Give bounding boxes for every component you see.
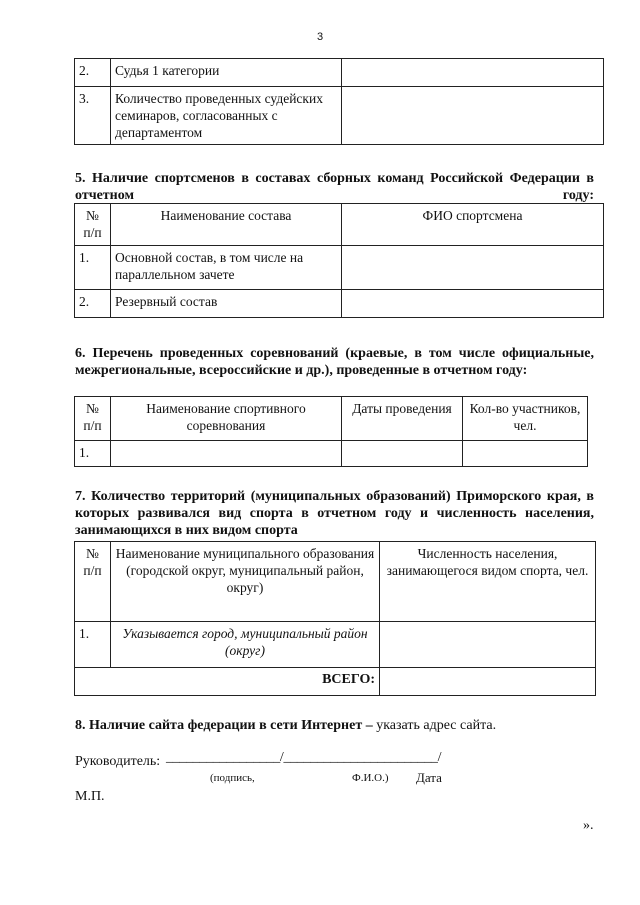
section-8-heading-tail: указать адрес сайта. <box>372 718 497 733</box>
section-7-heading: 7. Количество территорий (муниципальных образований) Приморского края, в которых развивался вид спорта в отчетном году и численность населения, занимающихся в них видом спорта <box>75 489 594 538</box>
col-header-population: Численность населения, занимающегося видом спорта, чел. <box>380 542 596 622</box>
col-header-name: Наименование спортивного соревнования <box>111 397 342 441</box>
closing-quote: ». <box>583 818 594 833</box>
total-label: ВСЕГО: <box>75 668 380 696</box>
section-5-heading: 5. Наличие спортсменов в составах сборных команд Российской Федерации в отчетном году: <box>75 171 594 203</box>
table-row <box>75 441 588 467</box>
table-header-row <box>75 204 604 246</box>
signature-label: Руководитель: <box>75 754 161 769</box>
table-header-row <box>75 397 588 441</box>
value-cell <box>342 246 604 290</box>
row-label: Основной состав, в том числе на параллельном зачете <box>111 246 342 290</box>
col-header-count: Кол-во участников, чел. <box>463 397 588 441</box>
row-label: Резервный состав <box>111 290 342 318</box>
table-row <box>75 622 596 668</box>
row-label: Судья 1 категории <box>111 59 342 87</box>
value-cell <box>463 441 588 467</box>
row-number: 2. <box>75 290 111 318</box>
value-cell <box>342 59 604 87</box>
municipalities-table <box>74 541 596 696</box>
caption-fio: Ф.И.О.) <box>352 772 389 784</box>
col-header-name: Наименование состава <box>111 204 342 246</box>
total-value-cell <box>380 668 596 696</box>
row-number: 3. <box>75 87 111 145</box>
row-label: Указывается город, муниципальный район (округ) <box>111 622 380 668</box>
col-header-num: № п/п <box>75 204 111 246</box>
referees-table <box>74 58 604 145</box>
caption-sign: (подпись, <box>210 772 255 784</box>
competitions-table <box>74 396 588 467</box>
value-cell <box>380 622 596 668</box>
table-row <box>75 290 604 318</box>
signature-line: _________________/_______________________/ <box>166 750 442 765</box>
value-cell <box>342 290 604 318</box>
stamp-label: М.П. <box>75 789 105 804</box>
page-number: 3 <box>316 31 324 43</box>
table-row <box>75 246 604 290</box>
col-header-num: № п/п <box>75 542 111 622</box>
section-8-heading-bold: 8. Наличие сайта федерации в сети Интернет – <box>75 718 373 733</box>
caption-date: Дата <box>416 770 442 785</box>
row-number: 1. <box>75 246 111 290</box>
row-number: 2. <box>75 59 111 87</box>
table-header-row <box>75 542 596 622</box>
row-label: Количество проведенных судейских семинаров, согласованных с департаментом <box>111 87 342 145</box>
col-header-fio: ФИО спортсмена <box>342 204 604 246</box>
table-row <box>75 59 604 87</box>
col-header-num: № п/п <box>75 397 111 441</box>
value-cell <box>111 441 342 467</box>
value-cell <box>342 87 604 145</box>
col-header-name: Наименование муниципального образования (городской округ, муниципальный район, округ) <box>111 542 380 622</box>
section-6-heading: 6. Перечень проведенных соревнований (краевые, в том числе официальные, межрегиональные, всероссийские и др.), проведенные в отчетном году: <box>75 346 594 378</box>
total-row <box>75 668 596 696</box>
row-number: 1. <box>75 622 111 668</box>
col-header-dates: Даты проведения <box>342 397 463 441</box>
national-team-table <box>74 203 604 318</box>
table-row <box>75 87 604 145</box>
section-8-heading <box>75 718 496 734</box>
value-cell <box>342 441 463 467</box>
row-number: 1. <box>75 441 111 467</box>
